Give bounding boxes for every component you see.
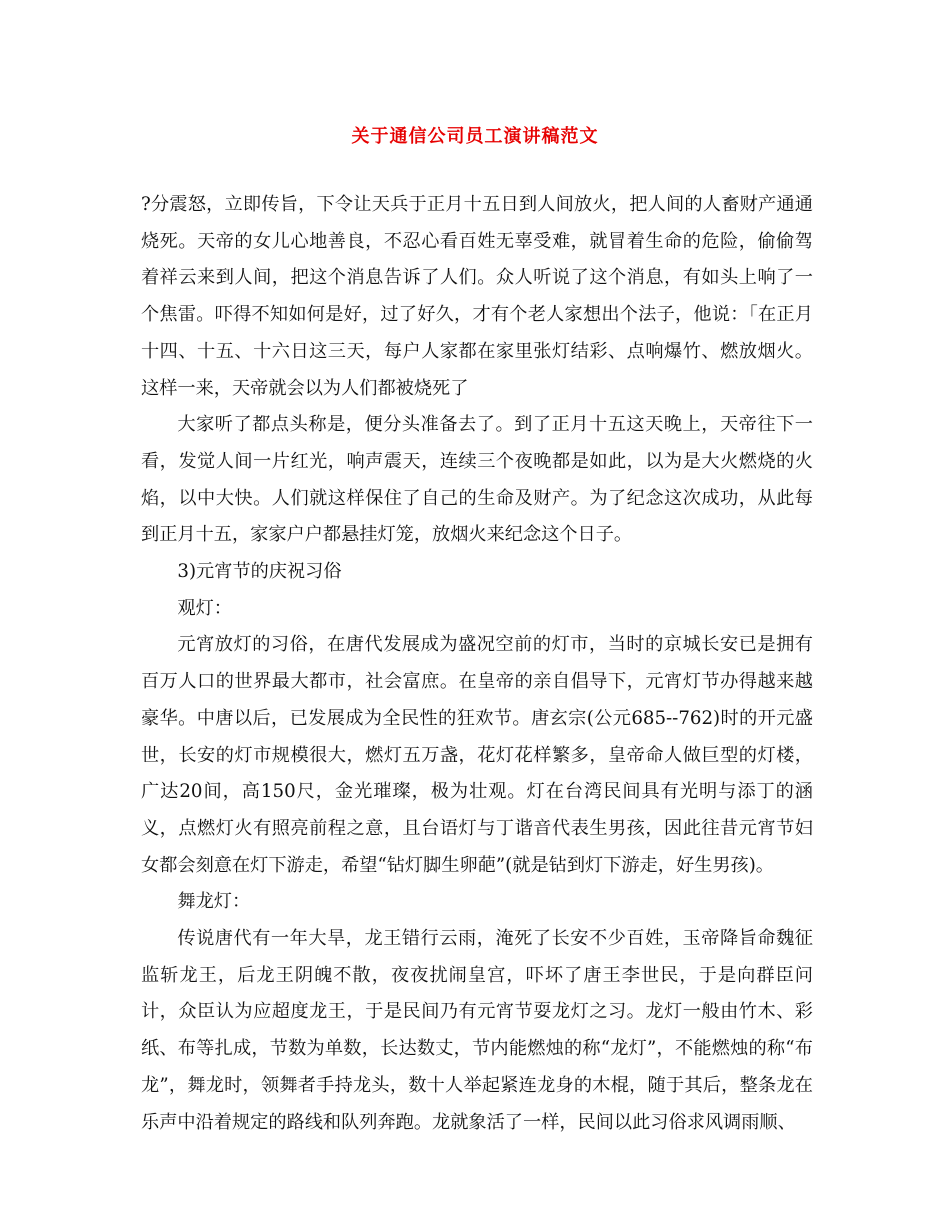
document-title: 关于通信公司员工演讲稿范文 [351,126,599,147]
paragraph-lanterns: 元宵放灯的习俗，在唐代发展成为盛况空前的灯市，当时的京城长安已是拥有百万人口的世界最大都市，社会富庶。在皇帝的亲自倡导下，元宵灯节办得越来越豪华。中唐以后，已发展成为全民性的狂欢节。唐玄宗(公元685--762)时的开元盛世，长安的灯市规模很大，燃灯五万盏，花灯花样繁多，皇帝命人做巨型的灯楼，广达20间，高150尺，金光璀璨，极为壮观。灯在台湾民间具有光明与添丁的涵义，点燃灯火有照亮前程之意，且台语灯与丁谐音代表生男孩，因此往昔元宵节妇女都会刻意在灯下游走，希望“钻灯脚生卵葩”(就是钻到灯下游走，好生男孩)。 [141,634,813,876]
subheading-viewing-lanterns: 观灯： [177,597,232,619]
paragraph-1: ?分震怒，立即传旨，下令让天兵于正月十五日到人间放火，把人间的人畜财产通通烧死。天帝的女儿心地善良，不忍心看百姓无辜受难，就冒着生命的危险，偷偷驾着祥云来到人间，把这个消息告诉了人们。众人听说了这个消息，有如头上响了一个焦雷。吓得不知如何是好，过了好久，才有个老人家想出个法子，他说：「在正月十四、十五、十六日这三天，每户人家都在家里张灯结彩、点响爆竹、燃放烟火。这样一来，天帝就会以为人们都被烧死了 [141,194,813,399]
paragraph-dragon-lantern: 传说唐代有一年大旱，龙王错行云雨，淹死了长安不少百姓，玉帝降旨命魏征监斩龙王，后龙王阴魄不散，夜夜扰闹皇宫，吓坏了唐王李世民，于是向群臣问计，众臣认为应超度龙王，于是民间乃有元宵节耍龙灯之习。龙灯一般由竹木、彩纸、布等扎成，节数为单数，长达数丈，节内能燃烛的称“龙灯”，不能燃烛的称“布龙”，舞龙时，领舞者手持龙头，数十人举起紧连龙身的木棍，随于其后，整条龙在乐声中沿着规定的路线和队列奔跑。龙就象活了一样，民间以此习俗求风调雨顺、 [141,928,813,1133]
paragraph-2: 大家听了都点头称是，便分头准备去了。到了正月十五这天晚上，天帝往下一看，发觉人间一片红光，响声震天，连续三个夜晚都是如此，以为是大火燃烧的火焰，以中大快。人们就这样保住了自己的生命及财产。为了纪念这次成功，从此每到正月十五，家家户户都悬挂灯笼，放烟火来纪念这个日子。 [141,414,813,546]
document-body [141,187,813,1141]
subheading-dragon-lantern: 舞龙灯： [177,891,251,913]
section-heading-customs: 3)元宵节的庆祝习俗 [177,561,342,583]
